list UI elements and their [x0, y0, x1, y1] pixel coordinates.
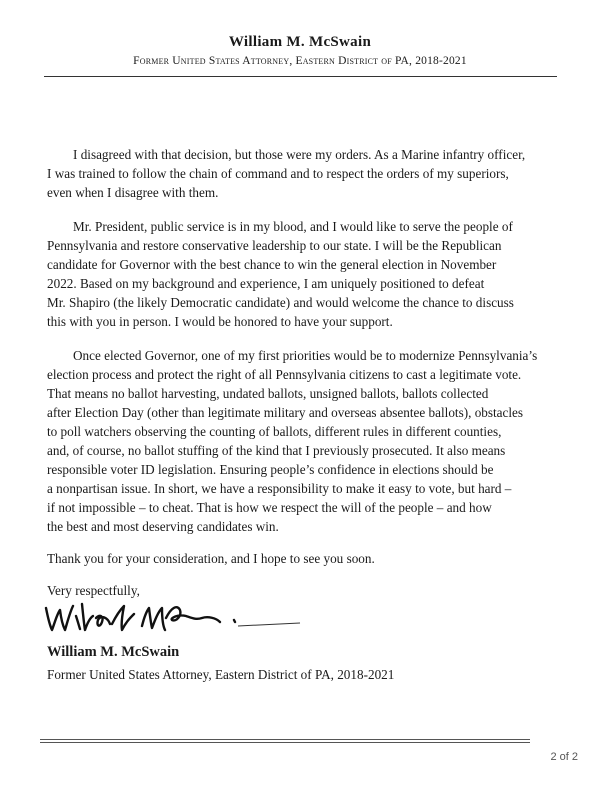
paragraph-line: this with you in person. I would be honored to have your support. — [47, 314, 393, 329]
paragraph-line: Mr. Shapiro (the likely Democratic candidate) and would welcome the chance to discuss — [47, 295, 514, 310]
paragraph-line: to poll watchers observing the counting of ballots, different rules in different counties, — [47, 424, 502, 439]
letterhead-title: Former United States Attorney, Eastern District of PA, 2018-2021 — [133, 55, 467, 67]
paragraph-line: That means no ballot harvesting, undated ballots, unsigned ballots, ballots collected — [47, 386, 489, 401]
handwritten-signature — [38, 596, 308, 640]
paragraph-line: Mr. President, public service is in my blood, and I would like to serve the people of — [73, 219, 513, 234]
paragraph-line: responsible voter ID legislation. Ensuring people’s confidence in elections should be — [47, 462, 494, 477]
paragraph-line: election process and protect the right of all Pennsylvania citizens to cast a legitimate vote. — [47, 367, 522, 382]
paragraph-line: even when I disagree with them. — [47, 185, 219, 200]
valediction: Very respectfully, — [47, 583, 140, 598]
header-rule — [44, 76, 557, 77]
closing-line: Thank you for your consideration, and I hope to see you soon. — [47, 551, 375, 566]
paragraph-2 — [47, 217, 563, 331]
paragraph-line: if not impossible – to cheat. That is how we respect the will of the people – and how — [47, 500, 492, 515]
paragraph-3 — [47, 346, 563, 536]
paragraph-line: and, of course, no ballot stuffing of the kind that I previously prosecuted. It also means — [47, 443, 506, 458]
paragraph-line: Once elected Governor, one of my first priorities would be to modernize Pennsylvania’s — [73, 348, 538, 363]
letterhead-name: William M. McSwain — [228, 34, 372, 50]
paragraph-line: Pennsylvania and restore conservative leadership to our state. I will be the Republican — [47, 238, 502, 253]
signatory-name: William M. McSwain — [47, 644, 180, 660]
paragraph-line: I disagreed with that decision, but those were my orders. As a Marine infantry officer, — [73, 147, 526, 162]
paragraph-1 — [47, 145, 563, 202]
paragraph-line: 2022. Based on my background and experience, I am uniquely positioned to defeat — [47, 276, 485, 291]
signatory-title: Former United States Attorney, Eastern District of PA, 2018-2021 — [47, 667, 395, 682]
paragraph-line: after Election Day (other than legitimate military and overseas absentee ballots), obstacles — [47, 405, 524, 420]
paragraph-line: candidate for Governor with the best chance to win the general election in November — [47, 257, 497, 272]
paragraph-line: I was trained to follow the chain of command and to respect the orders of my superiors, — [47, 166, 509, 181]
paragraph-line: a nonpartisan issue. In short, we have a responsibility to make it easy to vote, but hard – — [47, 481, 512, 496]
footer-rule — [40, 739, 530, 743]
page-indicator: 2 of 2 — [550, 751, 578, 763]
paragraph-line: the best and most deserving candidates win. — [47, 519, 279, 534]
